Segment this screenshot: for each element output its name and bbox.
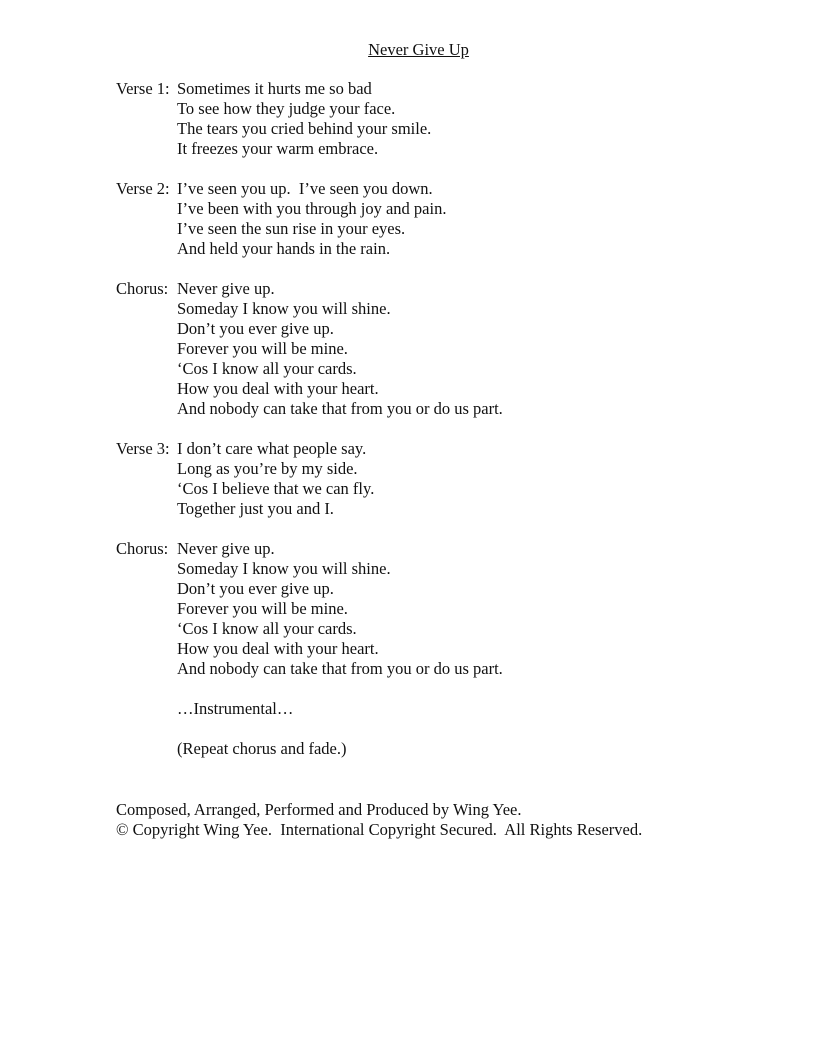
lyric-line: Don’t you ever give up. [177,579,334,598]
instrumental-note: …Instrumental… [177,699,294,718]
lyric-line: And held your hands in the rain. [177,239,391,258]
lyric-line: ‘Cos I believe that we can fly. [177,479,375,498]
lyric-line: And nobody can take that from you or do us part. [177,659,503,678]
chorus-1 [116,279,796,419]
copyright-notice: © Copyright Wing Yee. International Copyright Secured. All Rights Reserved. [116,820,643,839]
lyric-line: Sometimes it hurts me so bad [177,79,372,98]
lyric-line: Never give up. [177,279,275,298]
composer-credit: Composed, Arranged, Performed and Produced by Wing Yee. [116,800,522,819]
verse-3 [116,439,796,519]
lyric-line: Long as you’re by my side. [177,459,358,478]
lyric-line: Someday I know you will shine. [177,299,391,318]
lyric-line: I’ve been with you through joy and pain. [177,199,447,218]
lyric-line: I don’t care what people say. [177,439,367,458]
lyric-line: I’ve seen the sun rise in your eyes. [177,219,406,238]
verse-3-first-line [116,439,796,459]
chorus-1-first-line [116,279,796,299]
instrumental-note-block [116,699,796,719]
lyric-line: Don’t you ever give up. [177,319,334,338]
song-title: Never Give Up [368,40,469,59]
section-label: Verse 2: [116,179,170,198]
lyrics-body [116,79,796,779]
lyric-line: Forever you will be mine. [177,599,348,618]
lyric-line: ‘Cos I know all your cards. [177,619,357,638]
section-label: Verse 3: [116,439,170,458]
lyric-line: ‘Cos I know all your cards. [177,359,357,378]
repeat-note: (Repeat chorus and fade.) [177,739,347,758]
lyric-line: Someday I know you will shine. [177,559,391,578]
chorus-2-first-line [116,539,796,559]
chorus-2 [116,539,796,679]
section-label: Verse 1: [116,79,170,98]
lyric-line: The tears you cried behind your smile. [177,119,432,138]
section-label: Chorus: [116,539,169,558]
verse-2 [116,179,796,259]
lyric-line: I’ve seen you up. I’ve seen you down. [177,179,433,198]
lyric-line: Forever you will be mine. [177,339,348,358]
lyric-line: How you deal with your heart. [177,639,379,658]
repeat-note-block [116,739,796,759]
verse-1 [116,79,796,159]
lyric-line: To see how they judge your face. [177,99,396,118]
lyric-line: How you deal with your heart. [177,379,379,398]
section-label: Chorus: [116,279,169,298]
verse-2-first-line [116,179,796,199]
lyric-line: Never give up. [177,539,275,558]
lyric-line: Together just you and I. [177,499,334,518]
lyric-line: And nobody can take that from you or do us part. [177,399,503,418]
lyric-line: It freezes your warm embrace. [177,139,379,158]
verse-1-first-line [116,79,796,99]
credits [116,800,816,840]
